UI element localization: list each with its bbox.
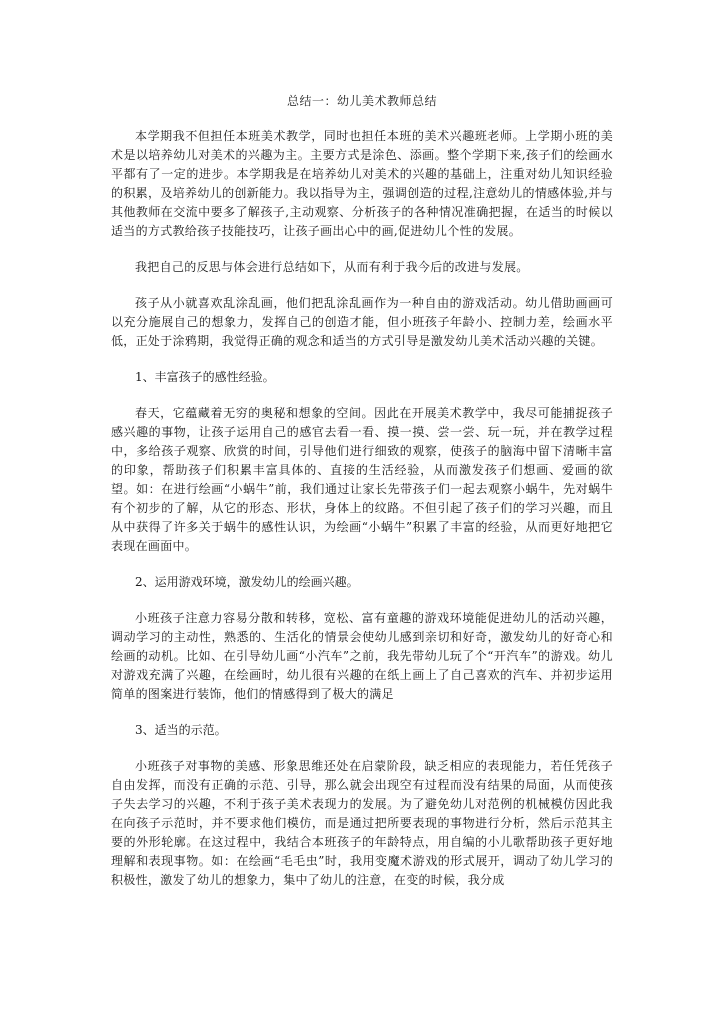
paragraph-spring: 春天，它蕴藏着无穷的奥秘和想象的空间。因此在开展美术教学中，我尽可能捕捉孩子感兴趣的事物，让孩子运用自己的感官去看一看、摸一摸、尝一尝、玩一玩，并在教学过程中，多给孩子观察、欣赏的时间，引导他们进行细致的观察，使孩子的脑海中留下清晰丰富的印象，帮助孩子们积累丰富具体的、直接的生活经验，从而激发孩子们想画、爱画的欲望。如：在进行绘画“小蜗牛”前，我们通过让家长先带孩子们一起去观察小蜗牛，先对蜗牛有个初步的了解，从它的形态、形状，身体上的纹路。不但引起了孩子们的学习兴趣，而且从中获得了许多关于蜗牛的感性认识，为绘画“小蜗牛”积累了丰富的经验，从而更好地把它表现在画面中。 [111, 406, 613, 553]
document-title: 总结一：幼儿美术教师总结 [286, 94, 437, 108]
section-heading-1: 1、丰富孩子的感性经验。 [135, 370, 275, 384]
document-page [111, 92, 613, 907]
paragraph-reflection: 我把自己的反思与体会进行总结如下，从而有利于我今后的改进与发展。 [135, 260, 529, 274]
paragraph-scribble: 孩子从小就喜欢乱涂乱画，他们把乱涂乱画作为一种自由的游戏活动。幼儿借助画画可以充分施展自己的想象力，发挥自己的创造才能，但小班孩子年龄小、控制力差，绘画水平低，正处于涂鸦期，我觉得正确的观念和适当的方式引导是激发幼儿美术活动兴趣的关键。 [111, 296, 613, 348]
section-heading-3: 3、适当的示范。 [135, 723, 227, 737]
paragraph-demo: 小班孩子对事物的美感、形象思维还处在启蒙阶段，缺乏相应的表现能力，若任凭孩子自由发挥，而没有正确的示范、引导，那么就会出现空有过程而没有结果的局面，从而使孩子失去学习的兴趣，不利于孩子美术表现力的发展。为了避免幼儿对范例的机械模仿因此我在向孩子示范时，并不要求他们模仿，而是通过把所要表现的事物进行分析，然后示范其主要的外形轮廓。在这过程中，我结合本班孩子的年龄特点，用自编的小儿歌帮助孩子更好地理解和表现事物。如：在绘画“毛毛虫”时，我用变魔术游戏的形式展开，调动了幼儿学习的积极性，激发了幼儿的想象力，集中了幼儿的注意，在变的时候，我分成 [111, 759, 613, 887]
paragraph-game: 小班孩子注意力容易分散和转移，宽松、富有童趣的游戏环境能促进幼儿的活动兴趣，调动学习的主动性，熟悉的、生活化的情景会使幼儿感到亲切和好奇，激发幼儿的好奇心和绘画的动机。比如、在引导幼儿画“小汽车”之前，我先带幼儿玩了个“开汽车”的游戏。幼儿对游戏充满了兴趣，在绘画时，幼儿很有兴趣的在纸上画上了自己喜欢的汽车、并初步运用简单的图案进行装饰，他们的情感得到了极大的满足 [111, 611, 613, 701]
paragraph-intro: 本学期我不但担任本班美术教学，同时也担任本班的美术兴趣班老师。上学期小班的美术是以培养幼儿对美术的兴趣为主。主要方式是涂色、添画。整个学期下来,孩子们的绘画水平都有了一定的进步。本学期我是在培养幼儿对美术的兴趣的基础上，注重对幼儿知识经验的积累，及培养幼儿的创新能力。我以指导为主，强调创造的过程,注意幼儿的情感体验,并与其他教师在交流中要多了解孩子,主动观察、分析孩子的各种情况准确把握，在适当的时候以适当的方式教给孩子技能技巧，让孩子画出心中的画,促进幼儿个性的发展。 [111, 129, 613, 238]
section-heading-2: 2、运用游戏环境，激发幼儿的绘画兴趣。 [135, 575, 359, 589]
